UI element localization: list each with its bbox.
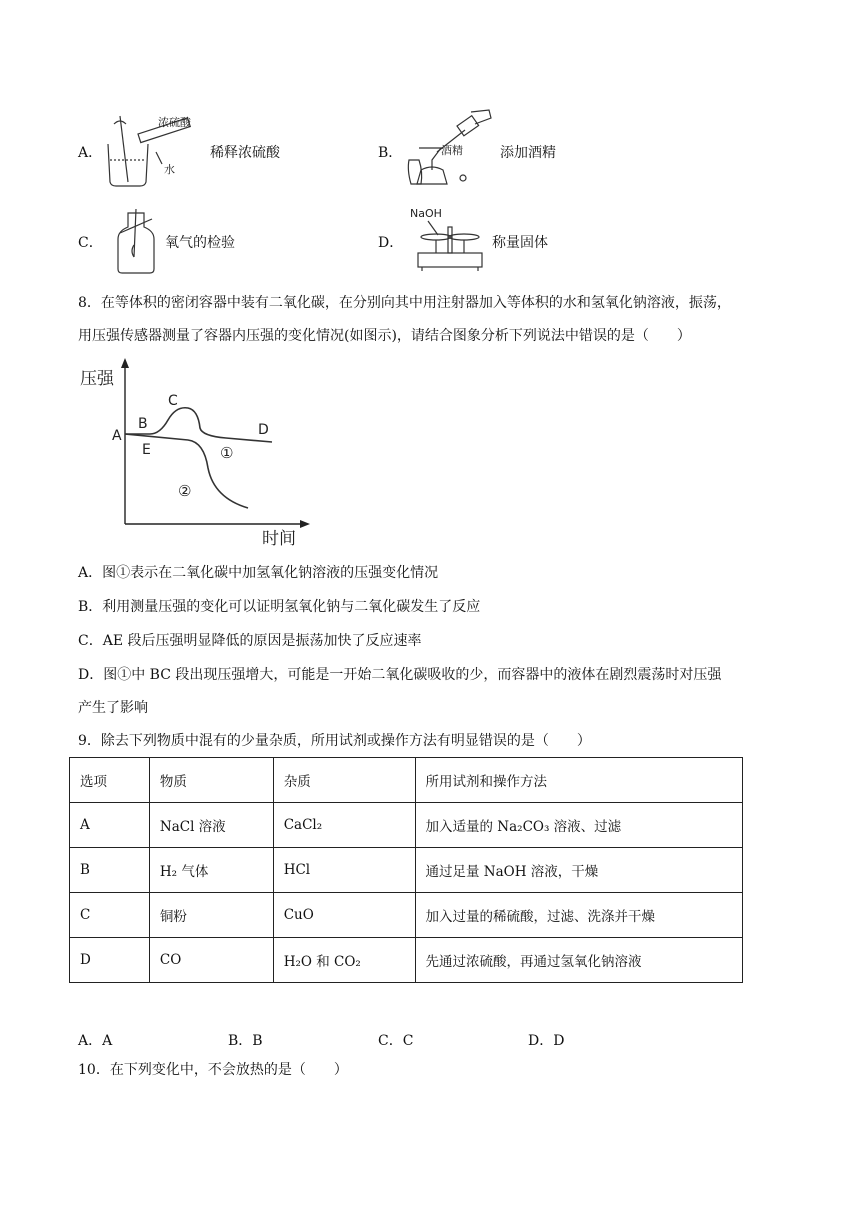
q9-answer-c: C．C [378,1033,414,1049]
table-header-cell: 杂质 [273,758,415,803]
table-header-cell: 物质 [149,758,273,803]
table-cell: C [70,893,150,938]
oxygen-test-bottle-icon [112,205,162,277]
q8-stem-line1: 8．在等体积的密闭容器中装有二氧化碳，在分别向其中用注射器加入等体积的水和氢氧化钠溶液，振荡， [78,295,731,311]
table-cell: B [70,848,150,893]
q7-option-d-text: 称量固体 [492,235,548,251]
dilute-acid-apparatus-icon [100,112,200,187]
table-cell: 加入适量的 Na₂CO₃ 溶液、过滤 [415,803,743,848]
table-row [70,938,743,983]
table-cell: NaCl 溶液 [149,803,273,848]
q7-option-a-letter: A． [78,145,103,161]
point-label-e: E [142,442,151,458]
table-cell: CO [149,938,273,983]
q9-table [69,757,743,983]
table-cell: HCl [273,848,415,893]
point-label-c: C [168,393,178,409]
point-label-d: D [258,422,269,438]
y-axis-arrow-icon [121,358,129,368]
label-alcohol: 酒精 [441,144,463,157]
table-cell: 先通过浓硫酸，再通过氢氧化钠溶液 [415,938,743,983]
table-cell: 通过足量 NaOH 溶液，干燥 [415,848,743,893]
table-cell: 铜粉 [149,893,273,938]
q8-option-a: A．图①表示在二氧化碳中加氢氧化钠溶液的压强变化情况 [78,565,439,581]
q9-answer-b: B．B [228,1033,263,1049]
table-header-cell: 选项 [70,758,150,803]
table-cell: CaCl₂ [273,803,415,848]
q8-option-c: C．AE 段后压强明显降低的原因是振荡加快了反应速率 [78,633,422,649]
table-cell: A [70,803,150,848]
q7-option-a-text: 稀释浓硫酸 [210,145,280,161]
table-header-row [70,758,743,803]
q8-option-d-cont: 产生了影响 [78,700,148,716]
y-axis-label: 压强 [80,369,114,389]
table-row [70,803,743,848]
label-naoh: NaOH [410,207,442,220]
q7-option-b-text: 添加酒精 [500,145,556,161]
q8-option-b: B．利用测量压强的变化可以证明氢氧化钠与二氧化碳发生了反应 [78,599,481,615]
table-cell: H₂O 和 CO₂ [273,938,415,983]
table-row [70,893,743,938]
table-cell: D [70,938,150,983]
table-cell: H₂ 气体 [149,848,273,893]
add-alcohol-apparatus-icon [405,108,500,193]
q8-option-d: D．图①中 BC 段出现压强增大，可能是一开始二氧化碳吸收的少，而容器中的液体在剧烈震荡时对压强 [78,667,722,683]
balance-scale-icon [408,205,490,275]
q8-stem-line2: 用压强传感器测量了容器内压强的变化情况(如图示)，请结合图象分析下列说法中错误的是（ ） [78,328,691,344]
table-cell: 加入过量的稀硫酸，过滤、洗涤并干燥 [415,893,743,938]
q7-option-b-letter: B． [378,145,403,161]
q7-option-c-text: 氧气的检验 [165,235,235,251]
point-label-b: B [138,416,148,432]
curve-label-1: ① [220,444,234,462]
q10-stem: 10．在下列变化中，不会放热的是（ ） [78,1062,348,1078]
q9-answer-d: D．D [528,1033,565,1049]
point-label-a: A [112,428,122,444]
x-axis-arrow-icon [300,520,310,528]
table-header-cell: 所用试剂和操作方法 [415,758,743,803]
label-water: 水 [164,163,175,176]
q9-answer-a: A．A [78,1033,113,1049]
x-axis-label: 时间 [262,529,296,549]
q7-option-d-letter: D． [378,235,404,251]
q7-option-c-letter: C． [78,235,103,251]
label-conc-acid: 浓硫酸 [158,116,191,129]
table-row [70,848,743,893]
table-cell: CuO [273,893,415,938]
pressure-time-chart [76,358,316,548]
curve-label-2: ② [178,482,192,500]
q9-stem: 9．除去下列物质中混有的少量杂质，所用试剂或操作方法有明显错误的是（ ） [78,733,591,749]
